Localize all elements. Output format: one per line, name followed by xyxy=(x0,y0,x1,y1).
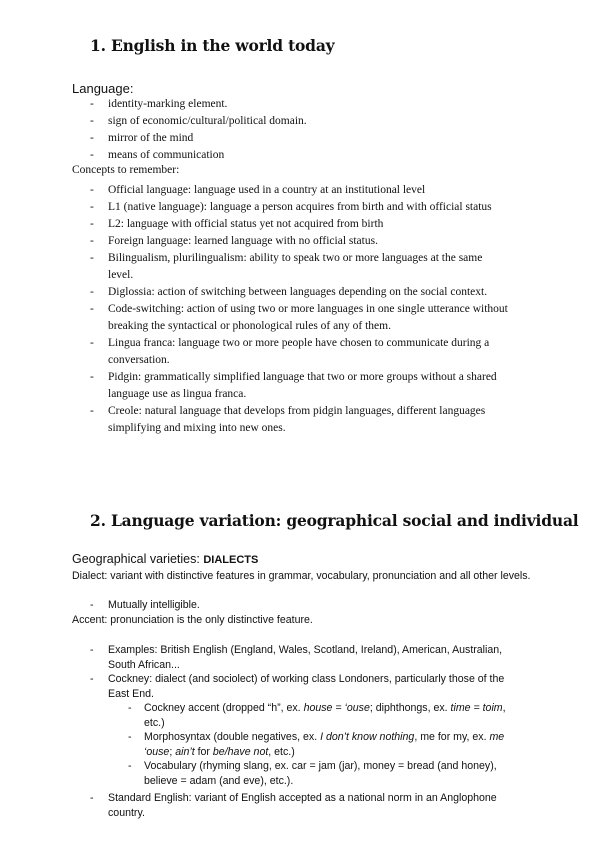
section-1-title: 1. English in the world today xyxy=(90,36,335,55)
accent-definition: Accent: pronunciation is the only distinctive feature. xyxy=(72,614,313,626)
list-item: - Morphosyntax (double negatives, ex. I don’t know nothing, me for my, ex. me ‘ouse; ain’t for be/have not, etc.) xyxy=(0,730,600,759)
list-item: - Creole: natural language that develops from pidgin languages, different languages simplifying and mixing into new ones. xyxy=(0,403,600,437)
dialects-label: DIALECTS xyxy=(203,554,259,566)
dialect-list xyxy=(0,598,600,613)
list-item: - Examples: British English (England, Wales, Scotland, Ireland), American, Australian, South African... xyxy=(0,643,600,672)
list-item: - Diglossia: action of switching between languages depending on the social context. xyxy=(0,284,600,301)
list-item: - Cockney: dialect (and sociolect) of working class Londoners, particularly those of the East End. xyxy=(0,672,600,701)
list-item: - mirror of the mind xyxy=(0,130,600,147)
section-2-title: 2. Language variation: geographical social and individual xyxy=(90,511,579,530)
language-heading: Language: xyxy=(72,81,134,96)
language-list xyxy=(0,96,600,164)
list-item: - sign of economic/cultural/political domain. xyxy=(0,113,600,130)
concepts-heading: Concepts to remember: xyxy=(72,164,180,176)
list-item: - Pidgin: grammatically simplified language that two or more groups without a shared language use as lingua franca. xyxy=(0,369,600,403)
list-item: - L2: language with official status yet not acquired from birth xyxy=(0,216,600,233)
cockney-sublist xyxy=(0,701,600,789)
list-item: - Lingua franca: language two or more people have chosen to communicate during a conversation. xyxy=(0,335,600,369)
list-item: - Cockney accent (dropped “h”, ex. house = ‘ouse; diphthongs, ex. time = toim, etc.) xyxy=(0,701,600,730)
standard-list xyxy=(0,791,600,820)
geo-heading: Geographical varieties: DIALECTS xyxy=(72,552,259,566)
list-item: - Standard English: variant of English accepted as a national norm in an Anglophone country. xyxy=(0,791,600,820)
list-item: - Foreign language: learned language with no official status. xyxy=(0,233,600,250)
list-item: - identity-marking element. xyxy=(0,96,600,113)
list-item: - Mutually intelligible. xyxy=(0,598,600,613)
list-item: - Bilingualism, plurilingualism: ability to speak two or more languages at the same level. xyxy=(0,250,600,284)
examples-list xyxy=(0,643,600,701)
list-item: - Vocabulary (rhyming slang, ex. car = jam (jar), money = bread (and honey), believe = adam (and eve), etc.). xyxy=(0,759,600,788)
list-item: - Code-switching: action of using two or more languages in one single utterance without breaking the syntactical or phonological rules of any of them. xyxy=(0,301,600,335)
dialect-definition: Dialect: variant with distinctive features in grammar, vocabulary, pronunciation and all other levels. xyxy=(72,570,531,582)
list-item: - means of communication xyxy=(0,147,600,164)
concepts-list xyxy=(0,182,600,437)
list-item: - Official language: language used in a country at an institutional level xyxy=(0,182,600,199)
list-item: - L1 (native language): language a person acquires from birth and with official status xyxy=(0,199,600,216)
